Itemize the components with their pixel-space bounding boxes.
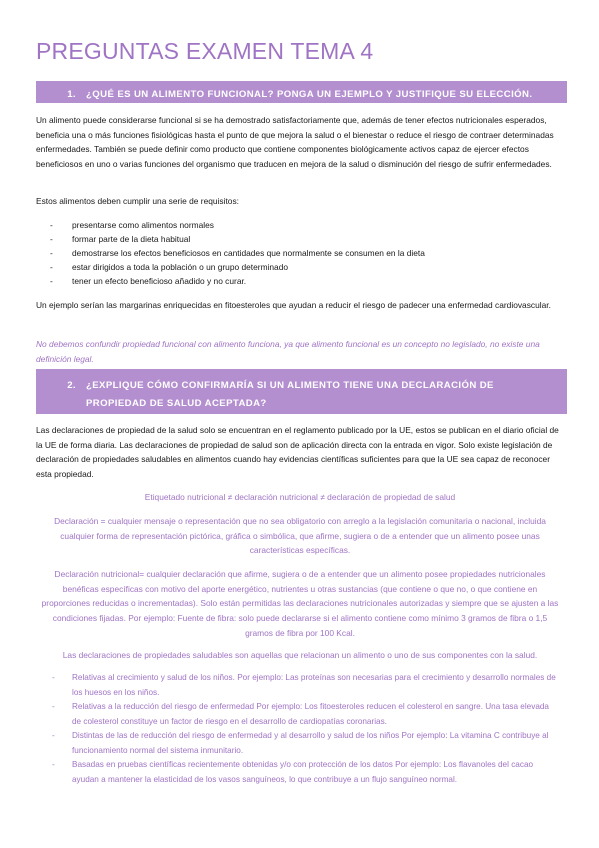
q2-health-claims-list — [50, 671, 558, 787]
page-title: PREGUNTAS EXAMEN TEMA 4 — [36, 38, 374, 64]
question-1-number: 1. — [67, 89, 76, 100]
question-2-number: 2. — [67, 380, 76, 391]
q2-declaracion-nutricional-definition: Declaración nutricional= cualquier declaración que afirme, sugiera o de a entender que un alimento posee propiedades nutricionales benéficas específicas con motivo del aporte energético, nutrientes u otras sustancias (que contiene o que no, o que contiene en proporciones reducidas o incrementadas). Solo están permitidas las declaraciones nutricionales autorizadas y siempre que se ajusten a las condiciones fijadas. Por ejemplo: Fuente de fibra: solo puede declararse si el alimento contiene como mínimo 3 gramos de fibra o 1,5 gramos de fibra por 100 Kcal. — [41, 569, 559, 638]
q1-requirements-list — [50, 218, 550, 288]
q2-regulation-paragraph: Las declaraciones de propiedad de la salud solo se encuentran en el reglamento publicado por la UE, estos se publican en el diario oficial de la UE de forma diaria. Las declaraciones de propiedad de salud son de aplicación directa con la entrada en vigor. Solo existe legislación de declaración de propiedades saludables en alimentos cuando hay evidencias científicas suficientes para que la UE sea capaz de reconocer esta propiedad. — [36, 425, 559, 480]
list-item: - formar parte de la dieta habitual — [50, 232, 550, 246]
list-item: - tener un efecto beneficioso añadido y no curar. — [50, 274, 550, 288]
list-item: - Relativas al crecimiento y salud de los niños. Por ejemplo: Las proteínas son necesarias para el crecimiento y desarrollo normales de los huesos en los niños. — [50, 671, 558, 700]
question-2-text: ¿EXPLIQUE CÓMO CONFIRMARÍA SI UN ALIMENTO TIENE UNA DECLARACIÓN DE PROPIEDAD DE SALUD ACEPTADA? — [86, 380, 494, 409]
q1-example-paragraph: Un ejemplo serían las margarinas enriquecidas en fitoesteroles que ayudan a reducir el riesgo de padecer una enfermedad cardiovascular. — [36, 300, 551, 310]
q2-declaracion-definition: Declaración = cualquier mensaje o representación que no sea obligatorio con arreglo a la legislación comunitaria o nacional, incluida cualquier forma de representación pictórica, gráfica o simbólica, que afirme, sugiera o de a entender que un alimento posee unas características específicas. — [54, 516, 546, 556]
q2-labeling-line: Etiquetado nutricional ≠ declaración nutricional ≠ declaración de propiedad de salud — [144, 492, 456, 502]
q1-requirements-intro: Estos alimentos deben cumplir una serie de requisitos: — [36, 196, 239, 206]
q1-definition-paragraph: Un alimento puede considerarse funcional si se ha demostrado satisfactoriamente que, además de tener efectos nutricionales esperados, beneficia una o más funciones fisiológicas hasta el punto de que mejora la salud o el bienestar o reduce el riesgo de contraer determinadas enfermedades. También se puede definir como producto que contiene componentes biológicamente activos capaz de ejercer efectos beneficiosos en uno o varias funciones del organismo que traducen en mejora de la salud o disminución del riesgo de sufrir enfermedades. — [36, 115, 554, 170]
question-1-heading — [36, 81, 567, 103]
question-2-heading — [36, 369, 567, 414]
list-item: - Relativas a la reducción del riesgo de enfermedad Por ejemplo: Los fitoesteroles reducen el colesterol en sangre. Una tasa elevada de colesterol constituye un factor de riesgo en el desarrollo de cardiopatías coronarias. — [50, 700, 558, 729]
list-item: - demostrarse los efectos beneficiosos en cantidades que normalmente se consumen en la dieta — [50, 246, 550, 260]
list-item: - estar dirigidos a toda la población o un grupo determinado — [50, 260, 550, 274]
list-item: - Basadas en pruebas científicas recientemente obtenidas y/o con protección de los datos Por ejemplo: Los flavanoles del cacao ayudan a mantener la elasticidad de los vasos sanguíneos, lo que contribuye a un flujo sanguíneo normal. — [50, 758, 558, 787]
question-1-text: ¿QUÉ ES UN ALIMENTO FUNCIONAL? PONGA UN EJEMPLO Y JUSTIFIQUE SU ELECCIÓN. — [86, 89, 533, 100]
q2-health-claims-intro: Las declaraciones de propiedades saludables son aquellas que relacionan un alimento o uno de sus componentes con la salud. — [62, 650, 538, 660]
q1-note: No debemos confundir propiedad funcional con alimento funciona, ya que alimento funcional es un concepto no legislado, no existe una definición legal. — [36, 339, 540, 364]
list-item: - Distintas de las de reducción del riesgo de enfermedad y al desarrollo y salud de los niños Por ejemplo: La vitamina C contribuye al funcionamiento normal del sistema inmunitario. — [50, 729, 558, 758]
list-item: - presentarse como alimentos normales — [50, 218, 550, 232]
